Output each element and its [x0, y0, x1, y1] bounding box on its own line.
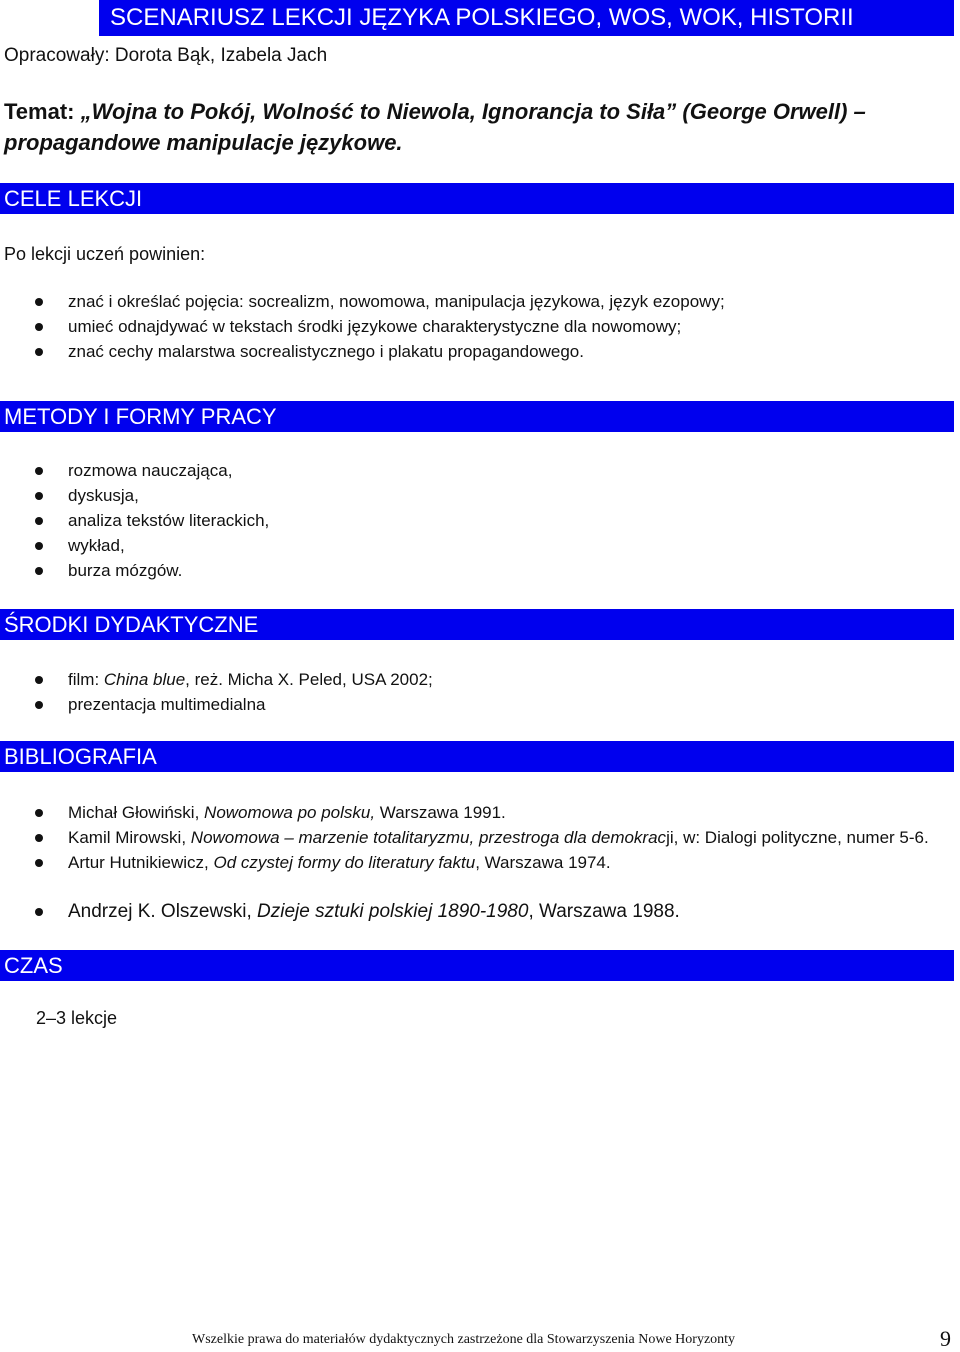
bib-rest: , Warszawa 1974.	[475, 853, 611, 872]
bib-title: Od czystej formy do literatury faktu	[213, 853, 476, 872]
list-item: znać i określać pojęcia: socrealizm, nowomowa, manipulacja językowa, język ezopowy;	[0, 289, 930, 314]
bibliography-item	[0, 850, 930, 875]
bibliografia-list-extra	[0, 899, 930, 924]
film-title: China blue	[103, 670, 186, 689]
bib-title: Dzieje sztuki polskiej 1890-1980	[257, 901, 529, 922]
list-item: prezentacja multimedialna	[0, 692, 930, 717]
section-heading-czas: CZAS	[0, 950, 954, 981]
list-item: dyskusja,	[0, 483, 930, 508]
bib-title: Nowomowa – marzenie totalitaryzmu, przestroga dla demokrac	[190, 828, 667, 847]
section-heading-metody: METODY I FORMY PRACY	[0, 401, 954, 432]
cele-list	[0, 289, 930, 364]
topic-title: „Wojna to Pokój, Wolność to Niewola, Ignorancja to Siła” (George Orwell) –	[80, 99, 866, 124]
bib-rest: , Warszawa 1988.	[528, 901, 680, 922]
bib-author: Artur Hutnikiewicz,	[68, 853, 214, 872]
topic-prefix: Temat:	[4, 99, 81, 124]
bib-author: Kamil Mirowski,	[68, 828, 191, 847]
list-item: wykład,	[0, 533, 930, 558]
document-title: SCENARIUSZ LEKCJI JĘZYKA POLSKIEGO, WOS, WOK, HISTORII	[99, 0, 954, 36]
list-item: burza mózgów.	[0, 558, 930, 583]
bibliography-item	[0, 800, 930, 825]
film-prefix: film:	[68, 670, 104, 689]
cele-intro: Po lekcji uczeń powinien:	[4, 244, 206, 264]
list-item: analiza tekstów literackich,	[0, 508, 930, 533]
metody-list	[0, 458, 930, 583]
list-item: znać cechy malarstwa socrealistycznego i plakatu propagandowego.	[0, 339, 930, 364]
bib-rest: Warszawa 1991.	[375, 803, 506, 822]
list-item: umieć odnajdywać w tekstach środki językowe charakterystyczne dla nowomowy;	[0, 314, 930, 339]
bibliography-item	[0, 899, 930, 924]
srodki-list	[0, 667, 930, 717]
czas-value: 2–3 lekcje	[36, 1008, 118, 1028]
lesson-topic	[4, 96, 934, 158]
bib-author: Michał Głowiński,	[68, 803, 205, 822]
bib-title: Nowomowa po polsku,	[204, 803, 376, 822]
footer-copyright: Wszelkie prawa do materiałów dydaktycznych zastrzeżone dla Stowarzyszenia Nowe Horyzonty	[192, 1332, 736, 1347]
authors-line: Opracowały: Dorota Bąk, Izabela Jach	[4, 45, 328, 66]
section-heading-cele: CELE LEKCJI	[0, 183, 954, 214]
bibliography-item	[0, 825, 930, 850]
section-heading-bibliografia: BIBLIOGRAFIA	[0, 741, 954, 772]
bib-author: Andrzej K. Olszewski,	[68, 901, 257, 922]
topic-title-line2: propagandowe manipulacje językowe.	[4, 130, 403, 155]
film-details: , reż. Micha X. Peled, USA 2002;	[185, 670, 433, 689]
page-number: 9	[940, 1326, 951, 1351]
list-item	[0, 667, 930, 692]
list-item: rozmowa nauczająca,	[0, 458, 930, 483]
bibliografia-list	[0, 800, 930, 875]
section-heading-srodki: ŚRODKI DYDAKTYCZNE	[0, 609, 954, 640]
bib-rest: ji, w: Dialogi polityczne, numer 5-6.	[666, 828, 929, 847]
